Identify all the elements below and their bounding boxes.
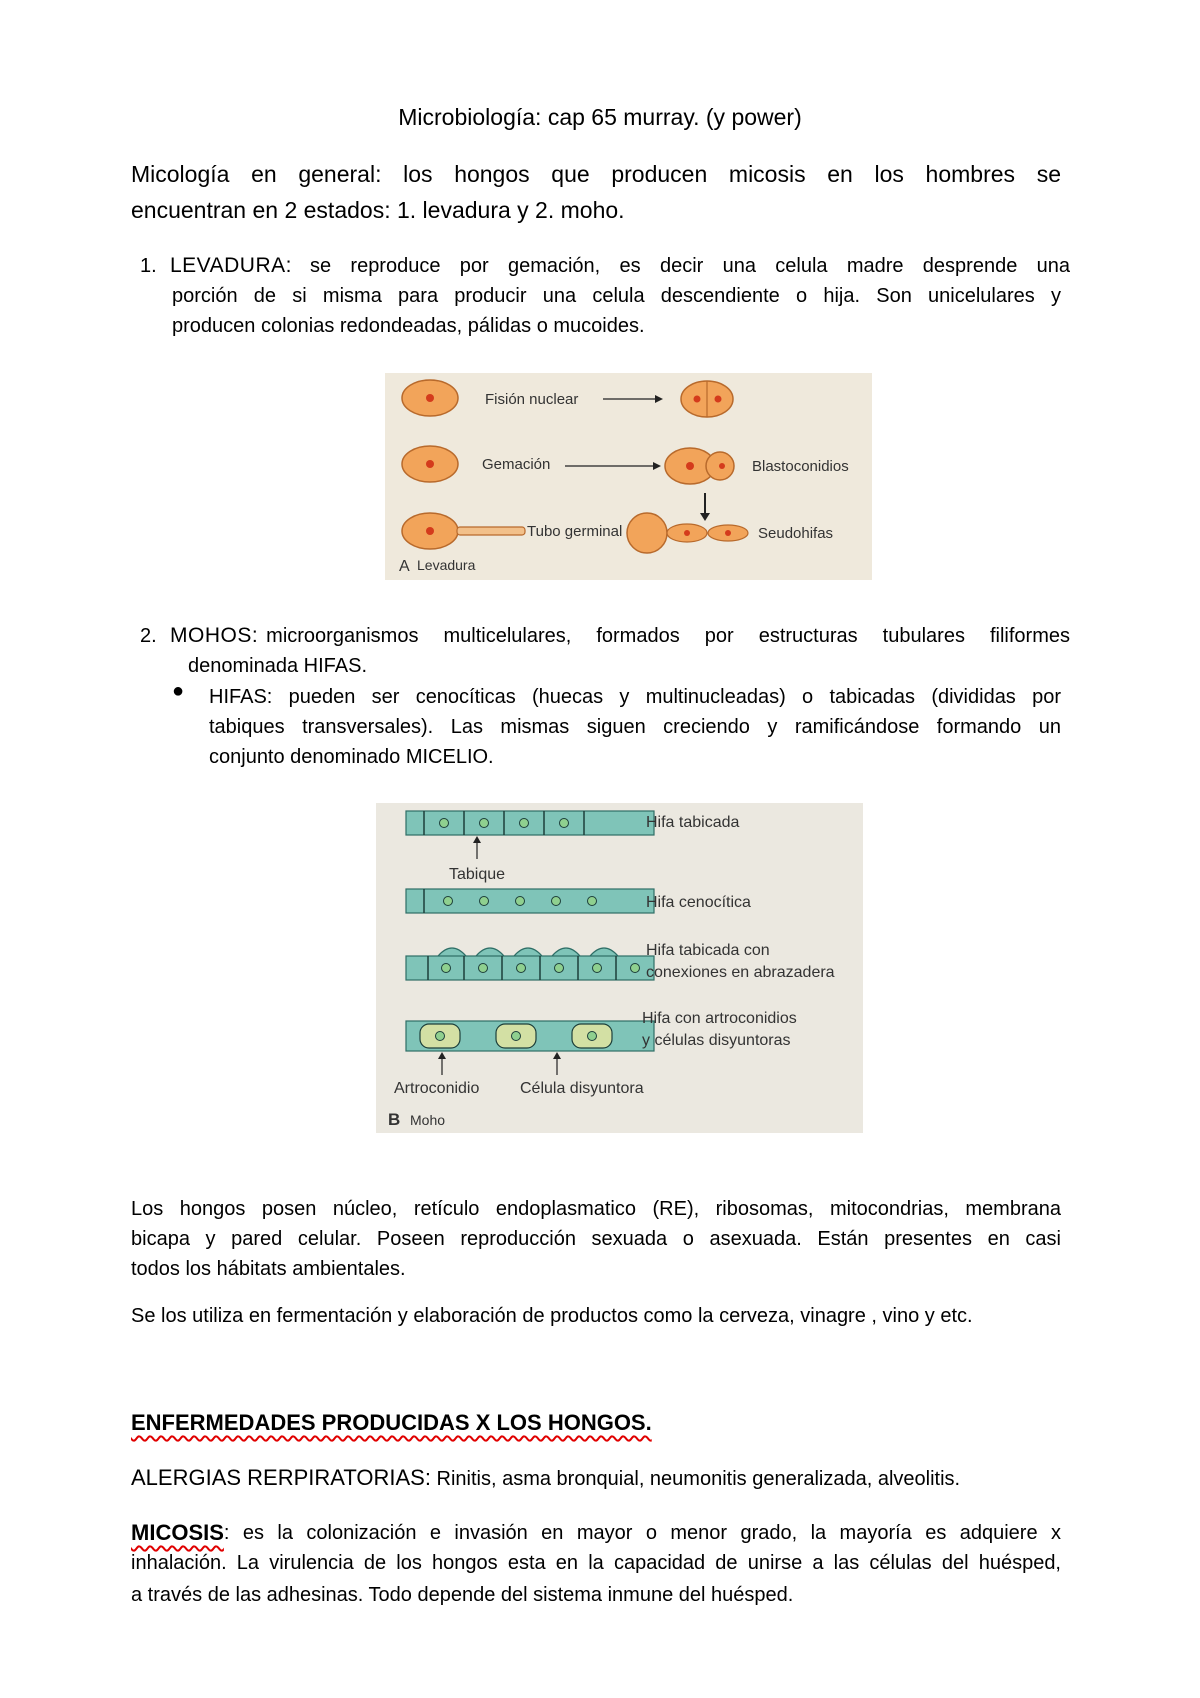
figure-yeast [385, 373, 872, 580]
caption-letter-b: B [388, 1110, 401, 1129]
label-gemacion: Gemación [482, 456, 551, 473]
alergias-label: ALERGIAS RERPIRATORIAS: [131, 1465, 431, 1490]
caption-moho: Moho [410, 1112, 446, 1128]
alergias-text: Rinitis, asma bronquial, neumonitis generalizada, alveolitis. [436, 1468, 961, 1490]
label-hifa-tabicada: Hifa tabicada [646, 814, 740, 831]
uso-paragraph: Se los utiliza en fermentación y elaboración de productos como la cerveza, vinagre , vino y etc. [131, 1305, 973, 1327]
label-tabique: Tabique [449, 866, 506, 883]
levadura-line-2: porción de si misma para producir una celula descendiente o hija. Son unicelulares y [172, 285, 1061, 307]
alergias-line [131, 1463, 1061, 1494]
list-number: 2. [140, 625, 157, 647]
hongos-line-1: Los hongos posen núcleo, retículo endoplasmatico (RE), ribosomas, mitocondrias, membrana [131, 1198, 1061, 1220]
label-fision: Fisión nuclear [485, 391, 579, 408]
mohos-line-2: denominada HIFAS. [188, 655, 367, 677]
micosis-line-2: inhalación. La virulencia de los hongos esta en la capacidad de unirse a las células del huésped, [131, 1552, 1061, 1574]
label-celula-disyuntora: Célula disyuntora [520, 1080, 644, 1097]
list-number: 1. [140, 255, 157, 277]
label-seudohifas: Seudohifas [758, 525, 834, 542]
hifas-line-1: HIFAS: pueden ser cenocíticas (huecas y multinucleadas) o tabicadas (divididas por [209, 686, 1061, 708]
figure-moho [376, 803, 863, 1133]
micosis-label: MICOSIS [131, 1520, 224, 1545]
label-abrazadera-2: conexiones en abrazadera [646, 964, 835, 981]
label-tubo-germinal: Tubo germinal [527, 523, 623, 540]
label-hifa-cenocitica: Hifa cenocítica [646, 894, 751, 911]
hongos-line-3: todos los hábitats ambientales. [131, 1258, 406, 1280]
caption-letter-a: A [399, 558, 410, 575]
label-blastoconidios: Blastoconidios [752, 458, 849, 475]
micosis-line-3: a través de las adhesinas. Todo depende del sistema inmune del huésped. [131, 1584, 794, 1606]
label-artroconidios-1: Hifa con artroconidios [642, 1010, 797, 1027]
intro-line-1: Micología en general: los hongos que producen micosis en los hombres se [131, 161, 1061, 187]
hifas-line-3: conjunto denominado MICELIO. [209, 746, 494, 768]
heading-enfermedades [131, 1408, 652, 1438]
label-artroconidio: Artroconidio [394, 1080, 480, 1097]
moho-diagram [376, 803, 863, 1133]
hifas-line-2: tabiques transversales). Las mismas siguen creciendo y ramificándose formando un [209, 716, 1061, 738]
heading-text: ENFERMEDADES PRODUCIDAS X LOS HONGOS. [131, 1410, 652, 1435]
item-text-line-1: microorganismos multicelulares, formados por estructuras tubulares filiformes [266, 625, 1070, 647]
intro-line-2: encuentran en 2 estados: 1. levadura y 2. moho. [131, 197, 625, 223]
label-artroconidios-2: y células disyuntoras [642, 1032, 791, 1049]
page-title: Microbiología: cap 65 murray. (y power) [398, 104, 802, 130]
levadura-line-3: producen colonias redondeadas, pálidas o mucoides. [172, 315, 645, 337]
item-levadura [140, 251, 1070, 281]
item-mohos [140, 621, 1070, 651]
label-abrazadera-1: Hifa tabicada con [646, 942, 770, 959]
caption-levadura: Levadura [417, 557, 476, 573]
item-label: MOHOS: [170, 624, 259, 647]
bullet-dot: ● [172, 680, 185, 702]
item-label: LEVADURA: [170, 254, 292, 277]
micosis-text-1: : es la colonización e invasión en mayor o menor grado, la mayoría es adquiere x [223, 1522, 1061, 1544]
micosis-line-1 [131, 1518, 1061, 1548]
item-text-line-1: se reproduce por gemación, es decir una celula madre desprende una [309, 255, 1070, 277]
hongos-line-2: bicapa y pared celular. Poseen reproducción sexuada o asexuada. Están presentes en casi [131, 1228, 1061, 1250]
yeast-diagram [385, 373, 872, 580]
